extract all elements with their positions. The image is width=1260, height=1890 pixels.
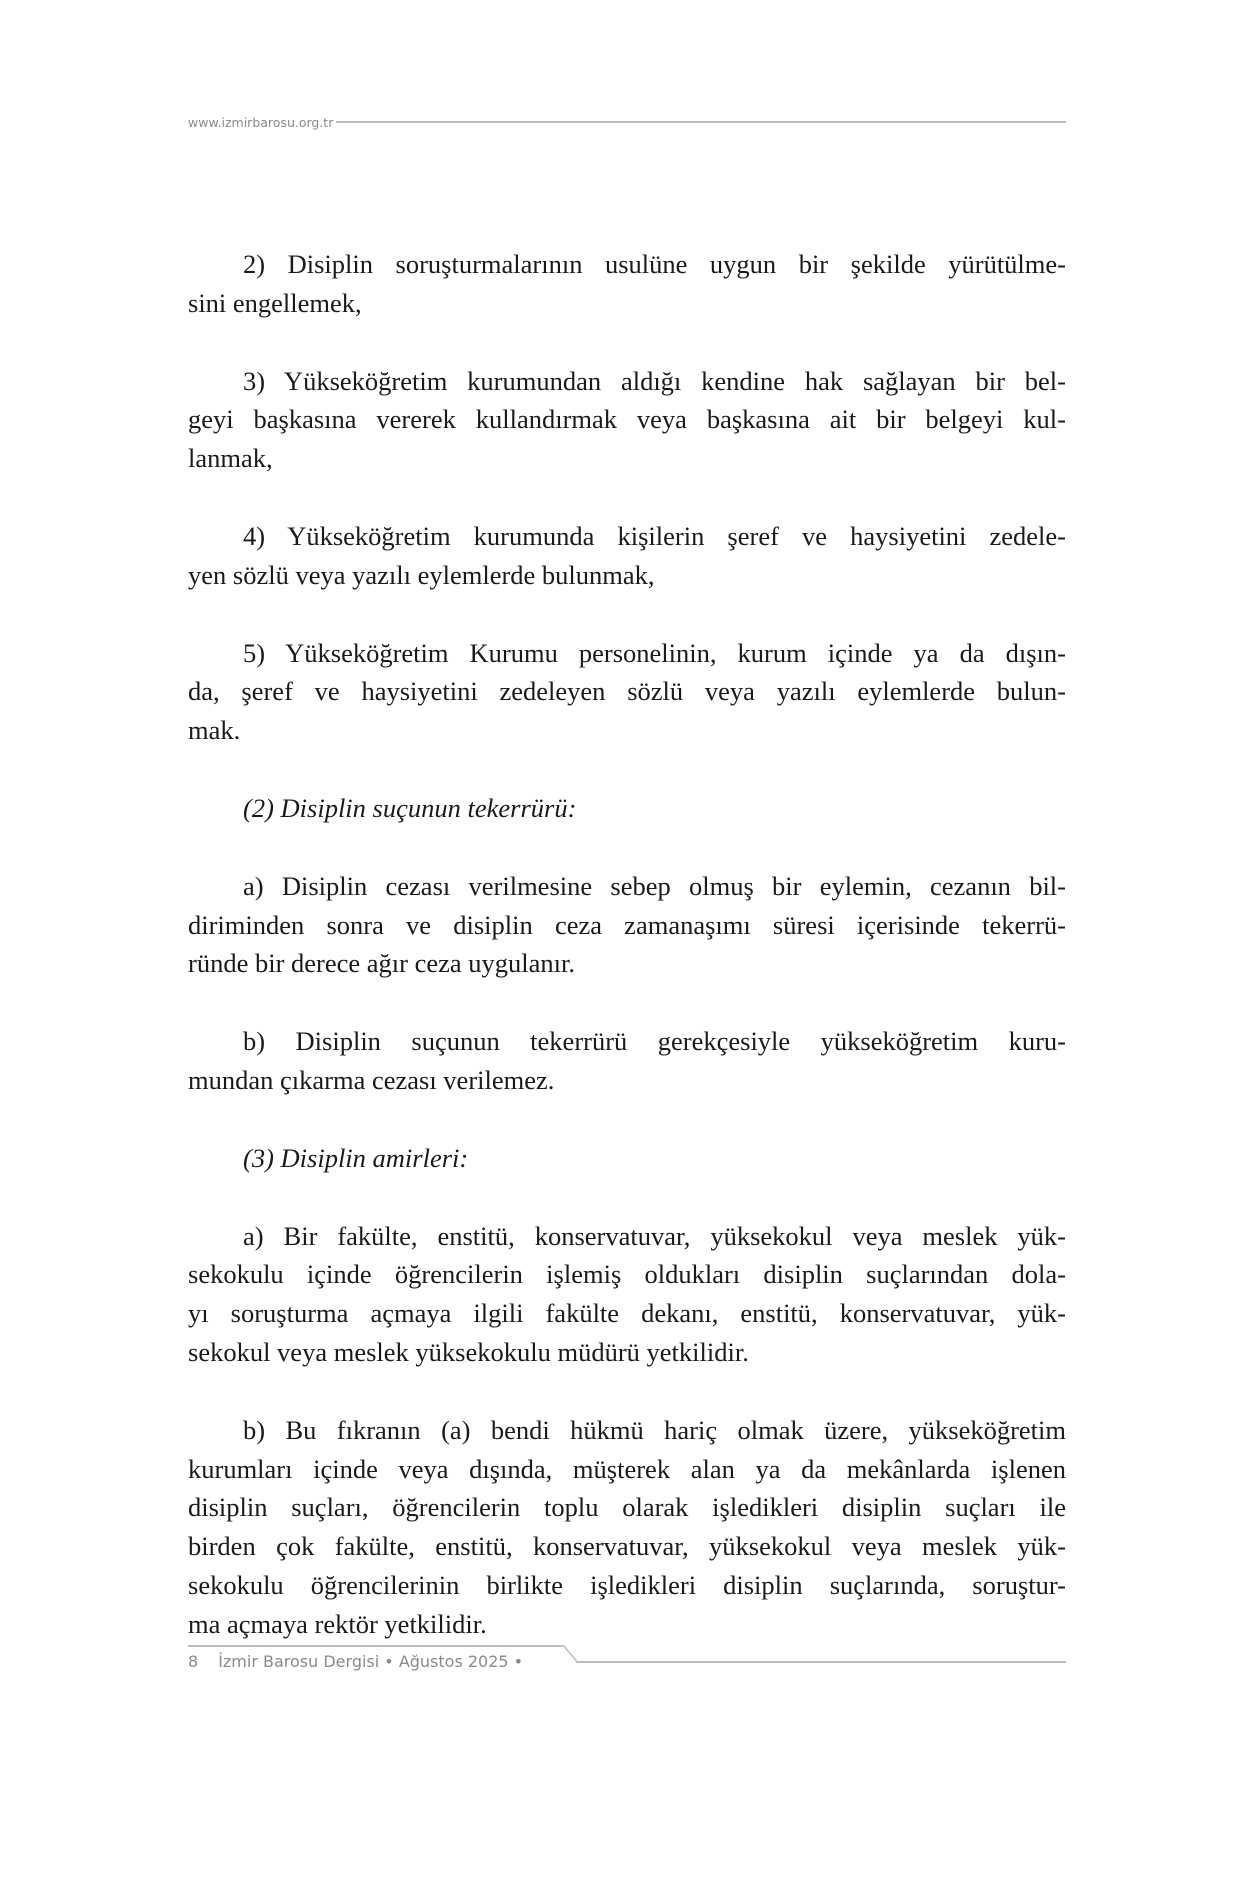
text-line: ma açmaya rektör yetkilidir. [188,1608,487,1639]
document-body [188,245,1066,1683]
text-line: b) Bu fıkranın (a) bendi hükmü hariç olmak üzere, yükseköğretim [243,1414,1066,1445]
text-line: geyi başkasına vererek kullandırmak veya başkasına ait bir belgeyi kul- [188,404,1066,435]
text-line: sekokul veya meslek yüksekokulu müdürü yetkilidir. [188,1336,749,1367]
paragraph [188,867,1066,983]
text-line: (2) Disiplin suçunun tekerrürü: [243,792,577,823]
text-line: lanmak, [188,443,273,474]
paragraph [188,634,1066,750]
paragraph [188,1411,1066,1644]
text-line: a) Disiplin cezası verilmesine sebep olmuş bir eylemin, cezanın bil- [243,870,1066,901]
footer-rule-bottom [576,1661,1066,1663]
text-line: 2) Disiplin soruşturmalarının usulüne uygun bir şekilde yürütülme- [243,249,1066,279]
text-line: birden çok fakülte, enstitü, konservatuvar, yüksekokul veya meslek yük- [188,1531,1066,1562]
text-line: kurumları içinde veya dışında, müşterek alan ya da mekânlarda işlenen [188,1453,1066,1484]
footer-rule-top [188,1645,563,1647]
text-line: 4) Yükseköğretim kurumunda kişilerin şeref ve haysiyetini zedele- [243,520,1066,551]
text-line: ründe bir derece ağır ceza uygulanır. [188,948,575,979]
text-line: mak. [188,715,241,746]
text-line: 3) Yükseköğretim kurumundan aldığı kendine hak sağlayan bir bel- [243,365,1066,396]
text-line: sini engellemek, [188,287,362,318]
text-line: da, şeref ve haysiyetini zedeleyen sözlü veya yazılı eylemlerde bulun- [188,676,1066,707]
text-line: disiplin suçları, öğrencilerin toplu olarak işledikleri disiplin suçları ile [188,1492,1066,1523]
page-footer [188,1645,1066,1675]
text-line: sekokulu öğrencilerinin birlikte işledikleri disiplin suçlarında, soruştur- [188,1569,1066,1600]
section-heading [188,1139,1066,1178]
paragraph [188,517,1066,595]
text-line: 5) Yükseköğretim Kurumu personelinin, kurum içinde ya da dışın- [243,637,1066,668]
text-line: a) Bir fakülte, enstitü, konservatuvar, yüksekokul veya meslek yük- [243,1220,1066,1251]
header-url: www.izmirbarosu.org.tr [188,114,334,130]
text-line: yı soruşturma açmaya ilgili fakülte dekanı, enstitü, konservatuvar, yük- [188,1298,1066,1329]
paragraph [188,245,1066,323]
publication-info: İzmir Barosu Dergisi • Ağustos 2025 • [218,1652,524,1671]
text-line: diriminden sonra ve disiplin ceza zamanaşımı süresi içerisinde tekerrü- [188,909,1066,940]
paragraph [188,1022,1066,1100]
section-heading [188,789,1066,828]
page-header [188,112,1066,132]
page-number: 8 [188,1652,199,1671]
text-line: yen sözlü veya yazılı eylemlerde bulunmak, [188,559,655,590]
text-line: sekokulu içinde öğrencilerin işlemiş oldukları disiplin suçlarından dola- [188,1259,1066,1290]
paragraph [188,362,1066,478]
header-rule [336,121,1066,123]
text-line: b) Disiplin suçunun tekerrürü gerekçesiyle yükseköğretim kuru- [243,1026,1066,1057]
paragraph [188,1217,1066,1372]
text-line: (3) Disiplin amirleri: [243,1142,469,1173]
text-line: mundan çıkarma cezası verilemez. [188,1064,555,1095]
